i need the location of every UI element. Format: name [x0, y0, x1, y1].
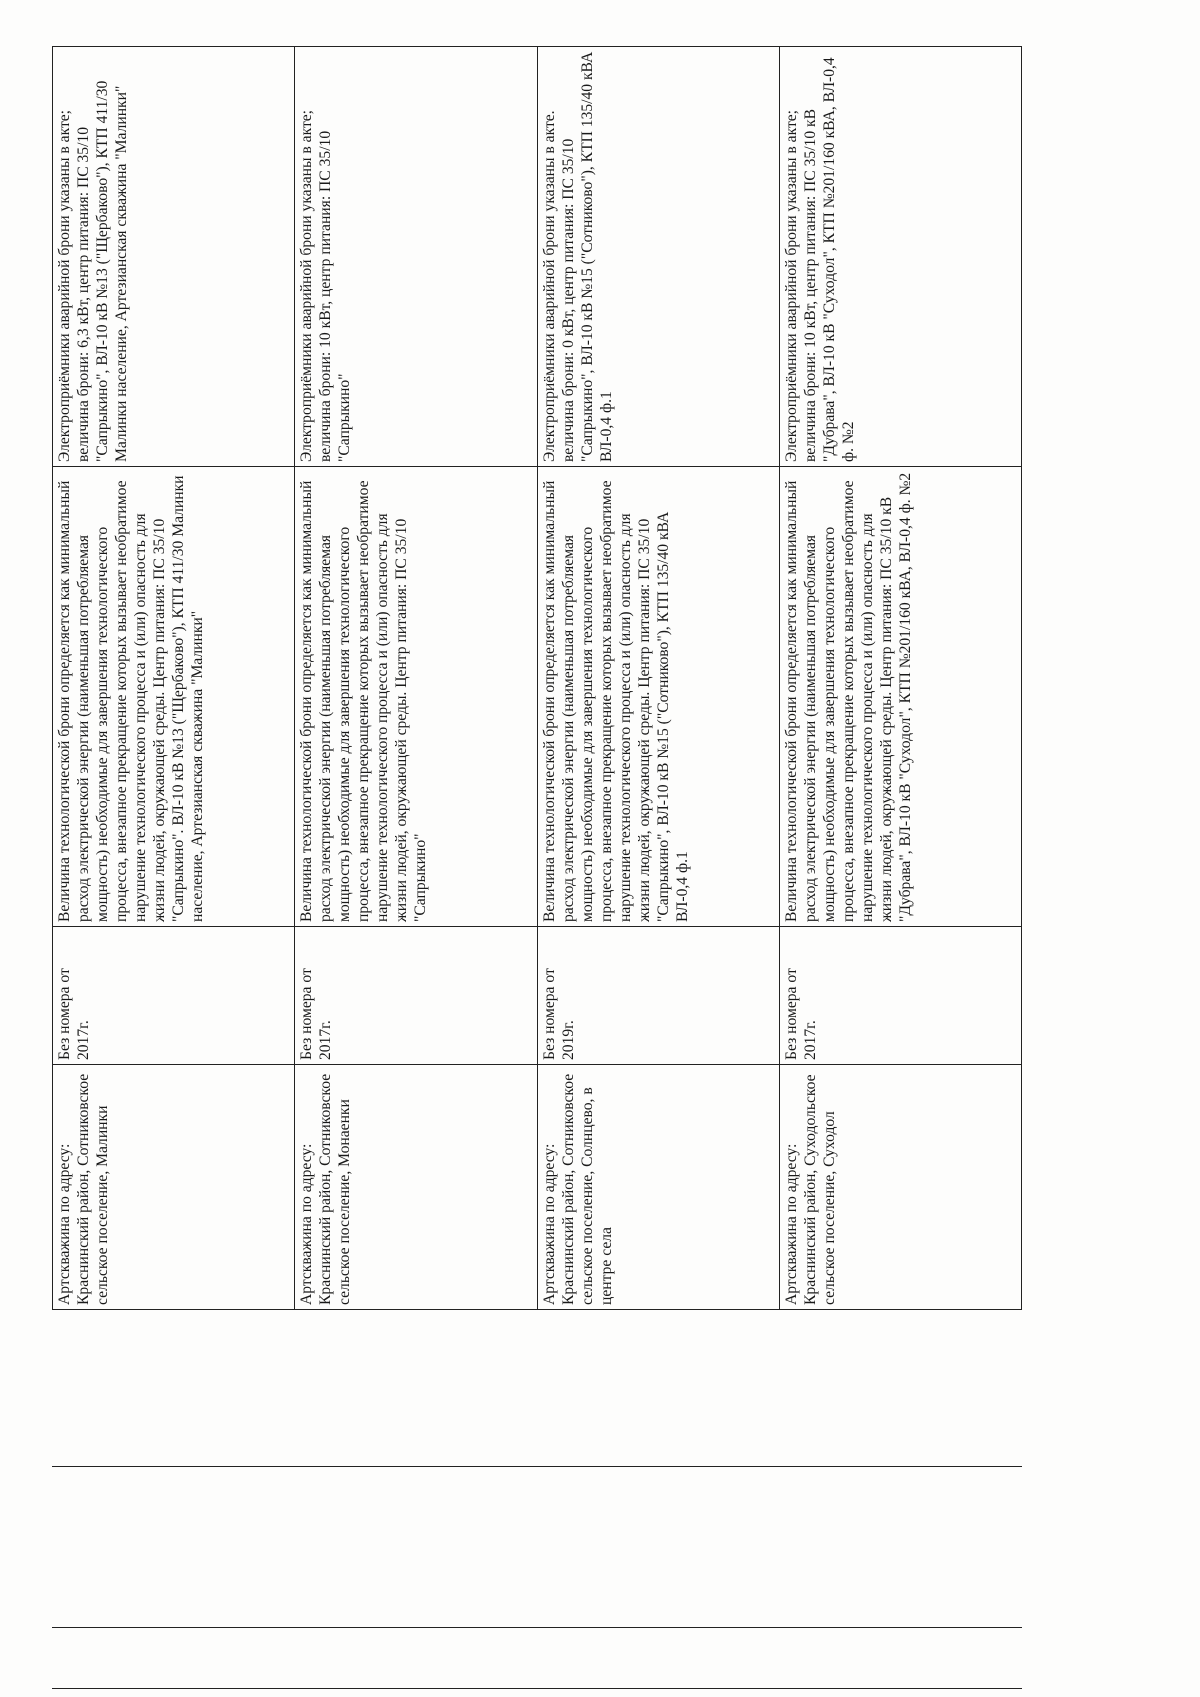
tech-reserve-cell: Величина технологической брони определяется как минимальный расход электрической энергии (наименьшая потребляемая мощность) необходимые для завершения технологического процесса, внезапное прекращение которых вызывает необратимое нарушение технологического процесса и (или) опасность для жизни людей, окружающей среды. Центр питания: ПС 35/10 "Сапрыкино", ВЛ-10 кВ №15 ("Сотниково"), КТП 135/40 кВА ВЛ-0,4 ф.1 — [537, 467, 779, 927]
divider-line — [52, 1627, 1022, 1628]
act-cell: Без номера от 2017г. — [779, 927, 1021, 1065]
object-cell: Артскважина по адресу: Краснинский район, Сотниковское сельское поселение, Монаенки — [295, 1065, 537, 1310]
act-cell: Без номера от 2017г. — [295, 927, 537, 1065]
act-cell: Без номера от 2017г. — [53, 927, 295, 1065]
table-row — [53, 47, 295, 1310]
object-cell: Артскважина по адресу: Краснинский район, Сотниковское сельское поселение, Солнцево, в центре села — [537, 1065, 779, 1310]
divider-line — [52, 1688, 1022, 1689]
table-row — [779, 47, 1021, 1310]
tech-reserve-cell: Величина технологической брони определяется как минимальный расход электрической энергии (наименьшая потребляемая мощность) необходимые для завершения технологического процесса, внезапное прекращение которых вызывает необратимое нарушение технологического процесса и (или) опасность для жизни людей, окружающей среды. Центр питания: ПС 35/10 "Сапрыкино" — [295, 467, 537, 927]
act-cell: Без номера от 2019г. — [537, 927, 779, 1065]
rotated-table-container — [52, 47, 1022, 1310]
tech-reserve-cell: Величина технологической брони определяется как минимальный расход электрической энергии (наименьшая потребляемая мощность) необходимые для завершения технологического процесса, внезапное прекращение которых вызывает необратимое нарушение технологического процесса и (или) опасность для жизни людей, окружающей среды. Центр питания: ПС 35/10 "Сапрыкино". ВЛ-10 кВ №13 ("Щербаково"), КТП 411/30 Малинки население, Артезианская скважина "Малинки" — [53, 467, 295, 927]
emergency-reserve-cell: Электроприёмники аварийной брони указаны в акте. величина брони: 0 кВт, центр питания: ПС 35/10 "Сапрыкино", ВЛ-10 кВ №15 ("Сотниково"), КТП 135/40 кВА ВЛ-0,4 ф.1 — [537, 47, 779, 467]
table-row — [295, 47, 537, 1310]
object-cell: Артскважина по адресу: Краснинский район, Суходольское сельское поселение, Суходол — [779, 1065, 1021, 1310]
emergency-reserve-cell: Электроприёмники аварийной брони указаны в акте; величина брони: 10 кВт, центр питания: ПС 35/10 "Сапрыкино" — [295, 47, 537, 467]
emergency-reserve-cell: Электроприёмники аварийной брони указаны в акте; величина брони: 6,3 кВт, центр питания: ПС 35/10 "Сапрыкино", ВЛ-10 кВ №13 ("Щербаково"), КТП 411/30 Малинки население, Артезианская скважина "Малинки" — [53, 47, 295, 467]
table-row — [537, 47, 779, 1310]
emergency-reserve-cell: Электроприёмники аварийной брони указаны в акте; величина брони: 10 кВт, центр питания: ПС 35/10 кВ "Дубрава", ВЛ-10 кВ "Суходол", КТП №201/160 кВА, ВЛ-0,4 ф. №2 — [779, 47, 1021, 467]
object-cell: Артскважина по адресу: Краснинский район, Сотниковское сельское поселение, Малинки — [53, 1065, 295, 1310]
reserve-table — [52, 46, 1022, 1310]
divider-line — [52, 1466, 1022, 1467]
tech-reserve-cell: Величина технологической брони определяется как минимальный расход электрической энергии (наименьшая потребляемая мощность) необходимые для завершения технологического процесса, внезапное прекращение которых вызывает необратимое нарушение технологического процесса и (или) опасность для жизни людей, окружающей среды. Центр питания: ПС 35/10 кВ "Дубрава", ВЛ-10 кВ "Суходол", КТП №201/160 кВА, ВЛ-0,4 ф. №2 — [779, 467, 1021, 927]
